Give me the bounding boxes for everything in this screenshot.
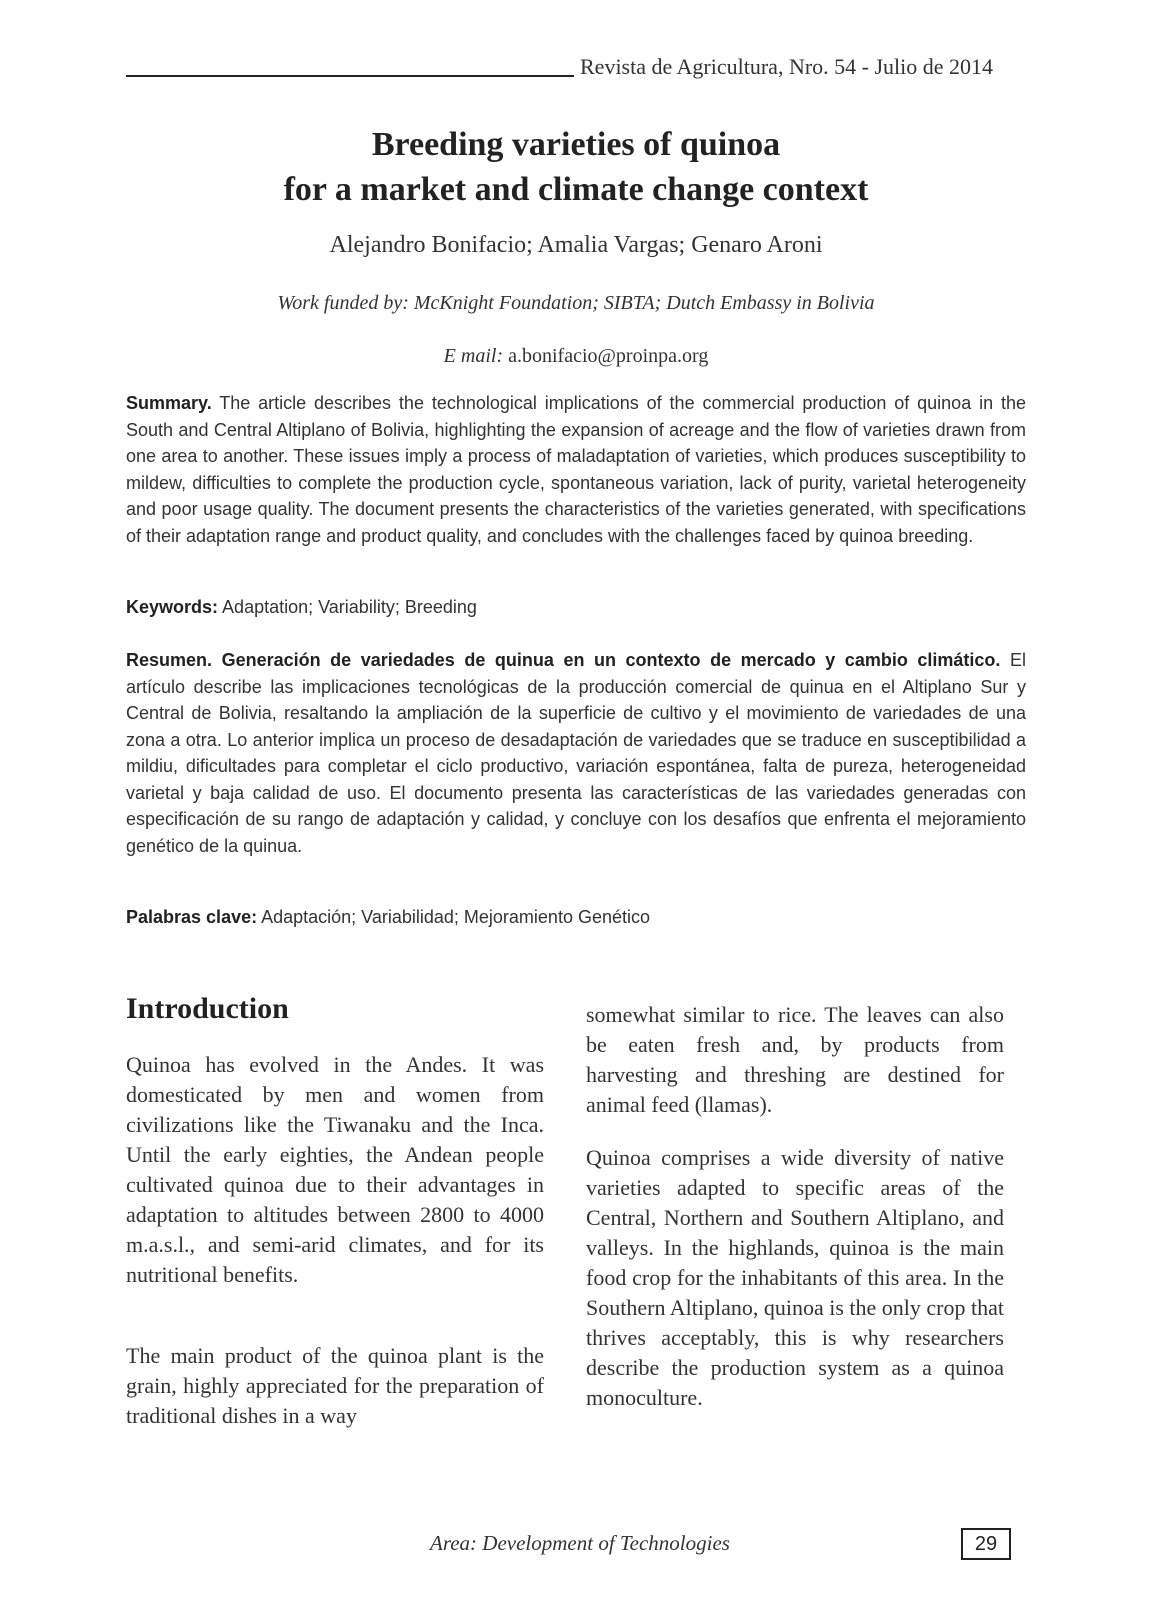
resumen-block (126, 647, 1026, 859)
summary-text: The article describes the technological implications of the commercial production of quinoa in the South and Central Altiplano of Bolivia, highlighting the expansion of acreage and the flow of varieties drawn from one area to another. These issues imply a process of maladaptation of varieties, which produces susceptibility to mildew, difficulties to complete the production cycle, spontaneous variation, lack of purity, varietal heterogeneity and poor usage quality. The document presents the characteristics of the varieties generated, with specifications of their adaptation range and product quality, and concludes with the challenges faced by quinoa breeding. (126, 393, 1026, 546)
paragraph-text: Quinoa comprises a wide diversity of native varieties adapted to specific areas of the Central, Northern and Southern Altiplano, and valleys. In the highlands, quinoa is the main food crop for the inhabitants of this area. In the Southern Altiplano, quinoa is the only crop that thrives acceptably, this is why researchers describe the production system as a quinoa monoculture. (586, 1145, 1004, 1410)
paragraph-text: somewhat similar to rice. The leaves can also be eaten fresh and, by products from harvesting and threshing are destined for animal feed (llamas). (586, 1002, 1004, 1117)
keywords-label: Keywords: (126, 597, 219, 617)
paragraph-text: Quinoa has evolved in the Andes. It was domesticated by men and women from civilizations like the Tiwanaku and the Inca. Until the early eighties, the Andean people cultivated quinoa due to their advantages in adaptation to altitudes between 2800 to 4000 m.a.s.l., and semi-arid climates, and for its nutritional benefits. (126, 1052, 544, 1287)
header-rule (126, 75, 574, 77)
journal-header: Revista de Agricultura, Nro. 54 - Julio de 2014 (580, 54, 994, 79)
page-number: 29 (961, 1528, 1011, 1560)
article-title (126, 122, 1026, 212)
palabras-clave-block (126, 904, 1026, 931)
intro-paragraph (126, 1050, 544, 1290)
intro-paragraph (586, 1143, 1004, 1413)
paragraph-text: The main product of the quinoa plant is the grain, highly appreciated for the preparation of traditional dishes in a way (126, 1343, 544, 1428)
palabras-clave-label: Palabras clave: (126, 907, 258, 927)
funding-note: Work funded by: McKnight Foundation; SIBTA; Dutch Embassy in Bolivia (277, 292, 875, 314)
email-address: a.bonifacio@proinpa.org (508, 345, 709, 367)
intro-paragraph (126, 1341, 544, 1431)
intro-paragraph (586, 1000, 1004, 1120)
resumen-label: Resumen. Generación de variedades de quinua en un contexto de mercado y cambio climático. (126, 650, 1001, 670)
keywords-text: Adaptation; Variability; Breeding (222, 597, 477, 617)
title-line-2: for a market and climate change context (283, 171, 869, 208)
keywords-block (126, 594, 1026, 621)
email-label: E mail: (443, 345, 504, 367)
palabras-clave-text: Adaptación; Variabilidad; Mejoramiento Genético (261, 907, 650, 927)
title-line-1: Breeding varieties of quinoa (371, 126, 781, 163)
authors: Alejandro Bonifacio; Amalia Vargas; Genaro Aroni (329, 232, 823, 258)
email-line (126, 345, 1026, 368)
summary-label: Summary. (126, 393, 212, 413)
introduction-heading: Introduction (126, 992, 289, 1025)
summary-block (126, 390, 1026, 549)
resumen-text: El artículo describe las implicaciones tecnológicas de la producción comercial de quinua en el Altiplano Sur y Central de Bolivia, resaltando la ampliación de la superficie de cultivo y el movimiento de variedades de una zona a otra. Lo anterior implica un proceso de desadaptación de variedades que se traduce en susceptibilidad a mildiu, dificultades para completar el ciclo productivo, variación espontánea, falta de pureza, heterogeneidad varietal y baja calidad de uso. El documento presenta las características de las variedades generadas con especificación de su rango de adaptación y calidad, y concluye con los desafíos que enfrenta el mejoramiento genético de la quinua. (126, 650, 1026, 856)
footer-area-label: Area: Development of Technologies (430, 1531, 730, 1555)
